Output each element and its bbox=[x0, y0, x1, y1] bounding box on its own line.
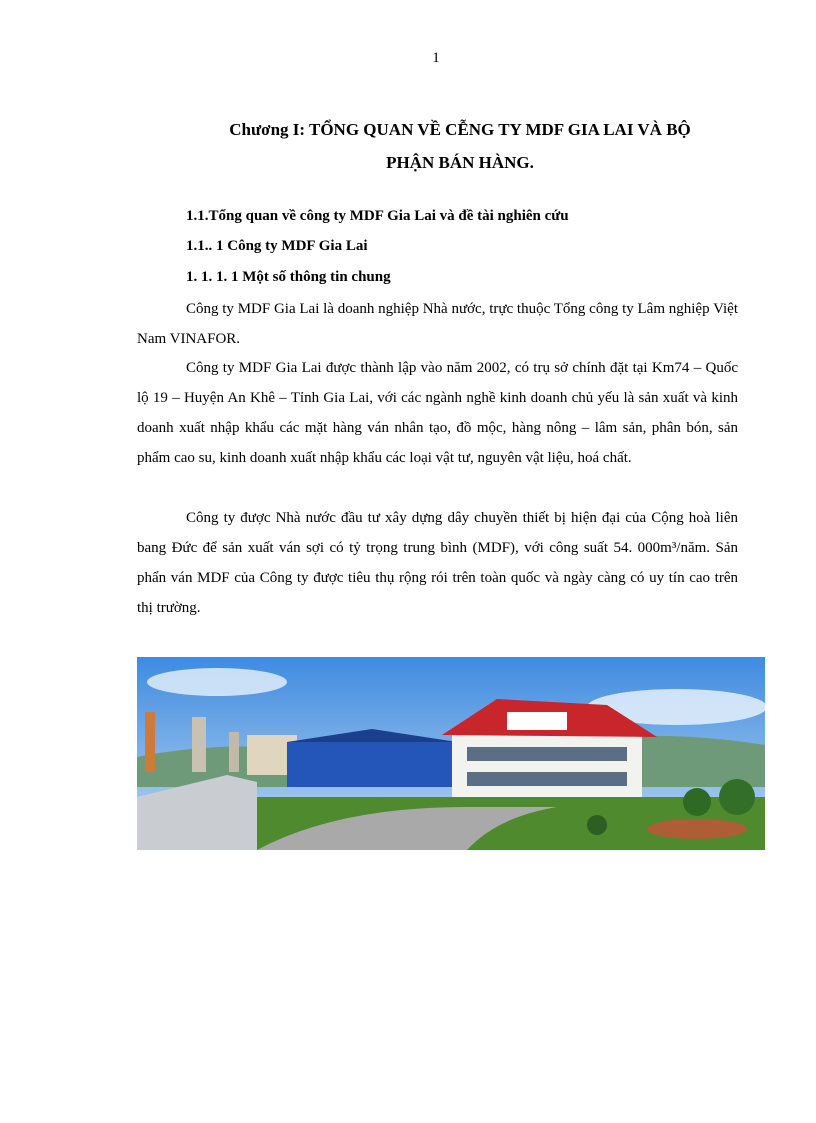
page-number: 1 bbox=[432, 50, 440, 66]
office-sign bbox=[507, 712, 567, 730]
cloud bbox=[147, 668, 287, 696]
tree bbox=[683, 788, 711, 816]
section-heading-1-1-1-1: 1. 1. 1. 1 Một số thông tin chung bbox=[186, 269, 391, 285]
flower-bed bbox=[647, 819, 747, 839]
factory-shed bbox=[287, 742, 457, 787]
office-windows bbox=[467, 747, 627, 761]
factory-tower bbox=[192, 717, 206, 772]
section-heading-1-1-1: 1.1.. 1 Công ty MDF Gia Lai bbox=[186, 238, 368, 254]
chapter-title-line1: Chương I: TỔNG QUAN VỀ CỄNG TY MDF GIA LAI VÀ BỘ bbox=[229, 120, 691, 139]
office-building bbox=[452, 732, 642, 807]
office-windows bbox=[467, 772, 627, 786]
company-photo bbox=[137, 657, 765, 850]
tree bbox=[719, 779, 755, 815]
section-heading-1-1: 1.1.Tổng quan về công ty MDF Gia Lai và đề tài nghiên cứu bbox=[186, 208, 569, 224]
shrub bbox=[587, 815, 607, 835]
chapter-title-line2: PHẬN BÁN HÀNG. bbox=[386, 153, 534, 172]
paragraph-intro: Công ty MDF Gia Lai là doanh nghiệp Nhà nước, trực thuộc Tổng công ty Lâm nghiệp Việt Nam VINAFOR. bbox=[137, 301, 738, 347]
factory-tower bbox=[145, 712, 155, 772]
factory-tower bbox=[229, 732, 239, 772]
factory-photo-illustration bbox=[137, 657, 765, 850]
paragraph-founding: Công ty MDF Gia Lai được thành lập vào năm 2002, có trụ sở chính đặt tại Km74 – Quốc lộ 19 – Huyện An Khê – Tỉnh Gia Lai, với các ngành nghề kinh doanh chủ yếu là sản xuất và kinh doanh xuất nhập khẩu các mặt hàng ván nhân tạo, đồ mộc, hàng nông – lâm sản, phân bón, sản phẩm cao su, kinh doanh xuất nhập khẩu các loại vật tư, nguyên vật liệu, hoá chất. bbox=[137, 360, 738, 466]
chapter-title bbox=[150, 113, 770, 179]
paragraph-production: Công ty được Nhà nước đầu tư xây dựng dây chuyền thiết bị hiện đại của Cộng hoà liên bang Đức để sản xuất ván sợi có tỷ trọng trung bình (MDF), với công suất 54. 000m³/năm. Sản phẩn ván MDF của Công ty được tiêu thụ rộng rói trên toàn quốc và ngày càng có uy tín cao trên thị trường. bbox=[137, 510, 738, 616]
